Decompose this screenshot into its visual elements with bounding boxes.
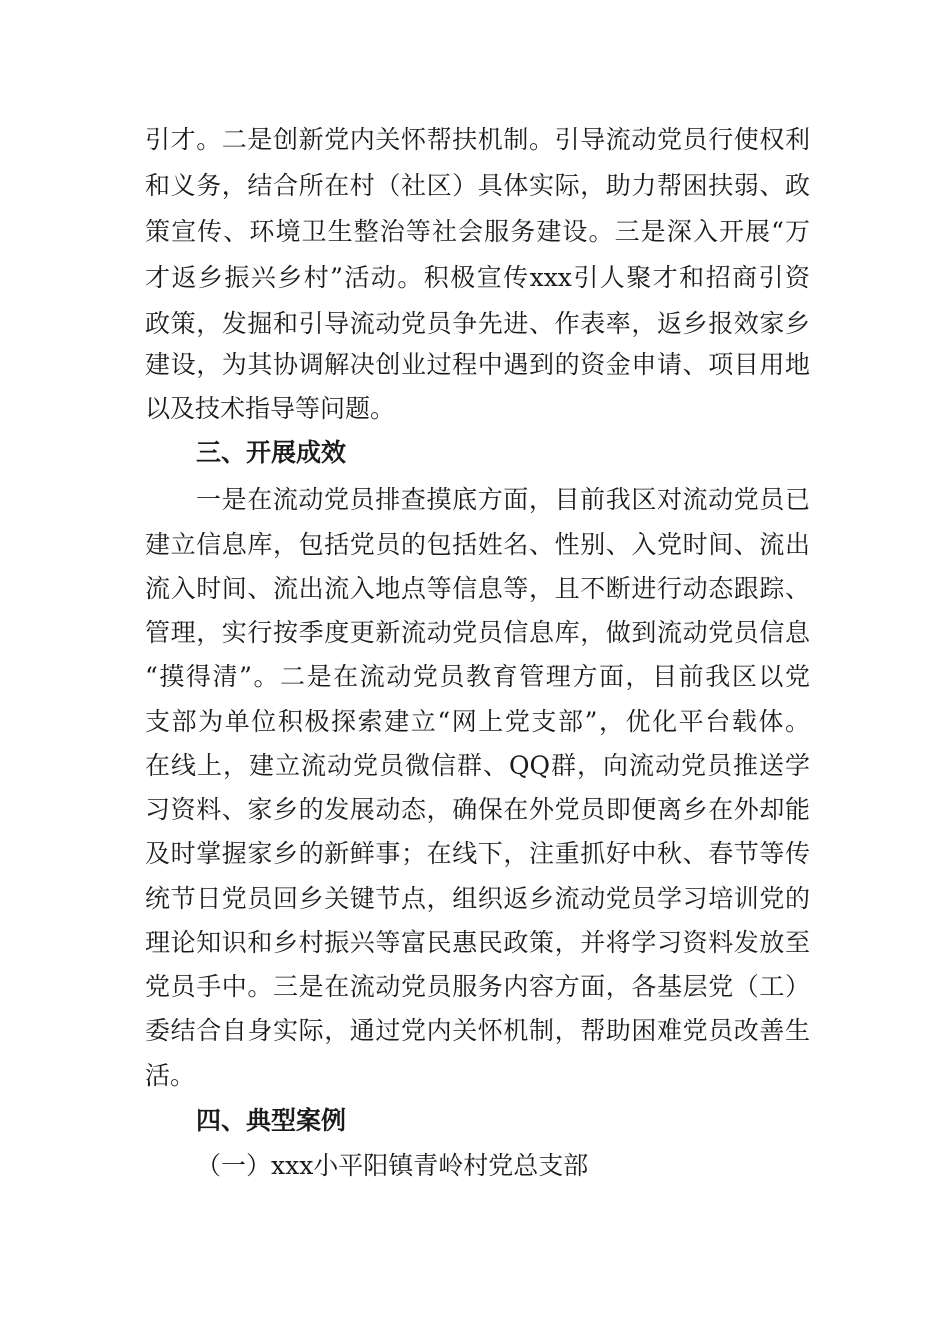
paragraph-line: “摸得清”。二是在流动党员教育管理方面，目前我区以党 xyxy=(145,662,810,691)
paragraph-line: 一是在流动党员排查摸底方面，目前我区对流动党员已 xyxy=(196,485,810,514)
paragraph-line: 和义务，结合所在村（社区）具体实际，助力帮困扶弱、政 xyxy=(145,171,810,200)
paragraph-line: 管理，实行按季度更新流动党员信息库，做到流动党员信息 xyxy=(145,618,810,647)
paragraph-line: 习资料、家乡的发展动态，确保在外党员即便离乡在外却能 xyxy=(145,795,810,824)
paragraph-line: 政策，发掘和引导流动党员争先进、作表率，返乡报效家乡 xyxy=(145,309,810,338)
paragraph-line: 统节日党员回乡关键节点，组织返乡流动党员学习培训党的 xyxy=(145,884,810,913)
paragraph-line: 在线上，建立流动党员微信群、QQ群，向流动党员推送学 xyxy=(145,751,810,780)
paragraph-line: 理论知识和乡村振兴等富民惠民政策，并将学习资料发放至 xyxy=(145,928,810,957)
paragraph-line: 流入时间、流出流入地点等信息等，且不断进行动态跟踪、 xyxy=(145,574,810,603)
paragraph-line: 引才。二是创新党内关怀帮扶机制。引导流动党员行使权利 xyxy=(145,125,810,154)
paragraph-line: 建设，为其协调解决创业过程中遇到的资金申请、项目用地 xyxy=(145,350,810,379)
paragraph-line: 及时掌握家乡的新鲜事；在线下，注重抓好中秋、春节等传 xyxy=(145,839,810,868)
paragraph-line: 策宣传、环境卫生整治等社会服务建设。三是深入开展“万 xyxy=(145,217,810,246)
paragraph-line: 党员手中。三是在流动党员服务内容方面，各基层党（工） xyxy=(145,972,810,1001)
paragraph-line: 才返乡振兴乡村”活动。积极宣传xxx引人聚才和招商引资 xyxy=(145,263,810,292)
paragraph-line: 委结合自身实际，通过党内关怀机制，帮助困难党员改善生 xyxy=(145,1016,810,1045)
subsection-heading: （一）xxx小平阳镇青岭村党总支部 xyxy=(196,1151,589,1180)
section-heading: 三、开展成效 xyxy=(196,438,347,467)
paragraph-line: 活。 xyxy=(145,1061,196,1090)
paragraph-line: 支部为单位积极探索建立“网上党支部”，优化平台载体。 xyxy=(145,707,810,736)
section-heading: 四、典型案例 xyxy=(196,1106,347,1135)
paragraph-line: 建立信息库，包括党员的包括姓名、性别、入党时间、流出 xyxy=(145,530,810,559)
paragraph-line: 以及技术指导等问题。 xyxy=(145,394,396,423)
